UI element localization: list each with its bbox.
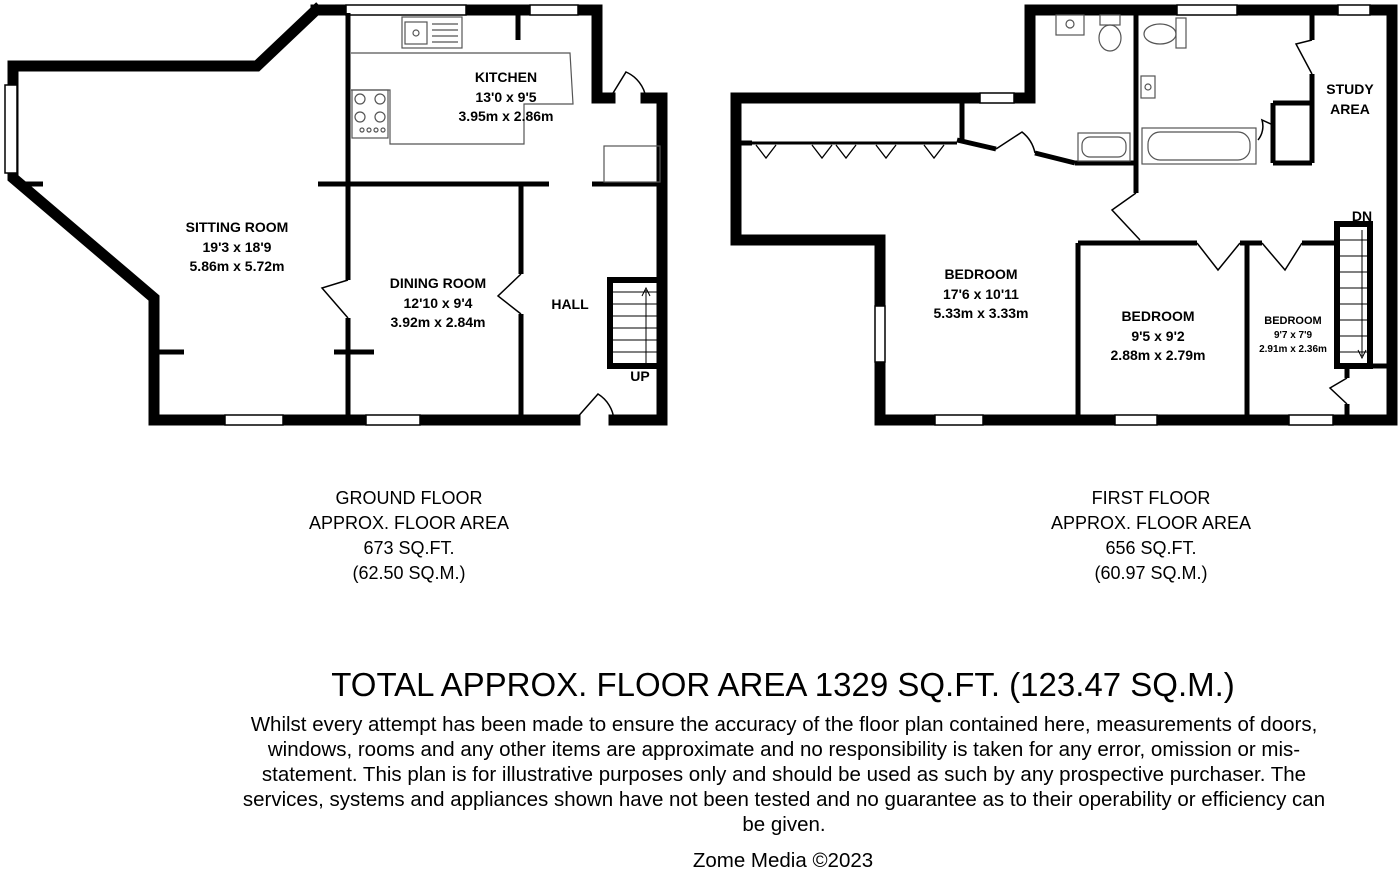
room-size-metric-bedroom-2: 2.88m x 2.79m [1110,347,1206,363]
ground-floor-room-labels [186,69,650,384]
basin-icon-2 [1141,76,1155,98]
room-name-bedroom-1: BEDROOM [944,266,1018,282]
disclaimer-text: Whilst every attempt has been made to ensure the accuracy of the floor plan contained here, measurements of doors, windows, rooms and any other items are approximate and no responsibility is taken for any error, omission or mis-statement. This plan is for illustrative purposes only and should be used as such by any prospective purchaser. The services, systems and appliances shown have not been tested and no guarantee as to their operability or efficiency can be given. [242,713,1326,836]
first-floor-caption [1001,486,1301,586]
ground-floor-stairs [610,280,660,366]
room-size-metric-sitting-room: 5.86m x 5.72m [189,258,285,274]
room-name-kitchen: KITCHEN [474,69,538,85]
room-name-hall: HALL [551,296,589,312]
room-size-imperial-bedroom-3: 9'7 x 7'9 [1273,330,1313,341]
ground-floor-plan [5,5,662,425]
floor-area-label: APPROX. FLOOR AREA [1050,513,1252,533]
first-floor-plan [736,5,1392,425]
toilet-icon-2 [1144,24,1176,44]
room-size-imperial-dining-room: 12'10 x 9'4 [403,295,473,311]
ground-floor-doors [322,72,646,420]
bath-icon-2 [1142,128,1256,164]
hob-icon [352,90,388,138]
room-size-metric-bedroom-1: 5.33m x 3.33m [933,305,1029,321]
room-size-imperial-bedroom-2: 9'5 x 9'2 [1131,328,1185,344]
room-size-metric-dining-room: 3.92m x 2.84m [390,314,486,330]
room-name-sitting-room: SITTING ROOM [185,219,289,235]
wardrobe-doors [752,143,957,158]
first-floor-stairs [1337,224,1370,366]
room-size-imperial-kitchen: 13'0 x 9'5 [475,89,537,105]
total-floor-area: TOTAL APPROX. FLOOR AREA 1329 SQ.FT. (123.47 SQ.M.) [331,666,1235,703]
room-name-bedroom-2: BEDROOM [1121,308,1195,324]
room-size-imperial-sitting-room: 19'3 x 18'9 [202,239,272,255]
ground-floor-internal-walls [17,13,660,418]
room-name-study-area: AREA [1330,101,1370,117]
first-floor-internal-walls [738,13,1390,418]
floor-area-label: APPROX. FLOOR AREA [308,513,510,533]
room-name-dining-room: DINING ROOM [389,275,487,291]
room-size-metric-kitchen: 3.95m x 2.86m [458,108,554,124]
room-size-metric-bedroom-3: 2.91m x 2.36m [1259,344,1327,355]
first-floor-outer-walls [736,10,1392,420]
floor-name: FIRST FLOOR [1091,488,1211,508]
ground-floor-caption [259,486,559,586]
floor-name: GROUND FLOOR [335,488,483,508]
copyright-credit: Zome Media ©2023 [692,849,874,872]
basin-icon [1056,15,1084,35]
floor-area-sqft: 656 SQ.FT. [1105,538,1197,558]
stairs-up-label: UP [630,368,650,384]
ground-floor-outer-walls [13,10,662,420]
toilet-icon [1099,25,1121,51]
stairs-down-label: DN [1351,208,1373,224]
room-name-bedroom-3: BEDROOM [1264,315,1322,327]
floor-area-sqft: 673 SQ.FT. [363,538,455,558]
bathroom-fixtures [1056,15,1256,164]
floor-area-sqm: (62.50 SQ.M.) [352,563,466,583]
first-floor-room-labels [934,81,1375,363]
room-size-imperial-bedroom-1: 17'6 x 10'11 [943,286,1019,302]
floor-area-sqm: (60.97 SQ.M.) [1094,563,1208,583]
room-name-study: STUDY [1326,81,1374,97]
